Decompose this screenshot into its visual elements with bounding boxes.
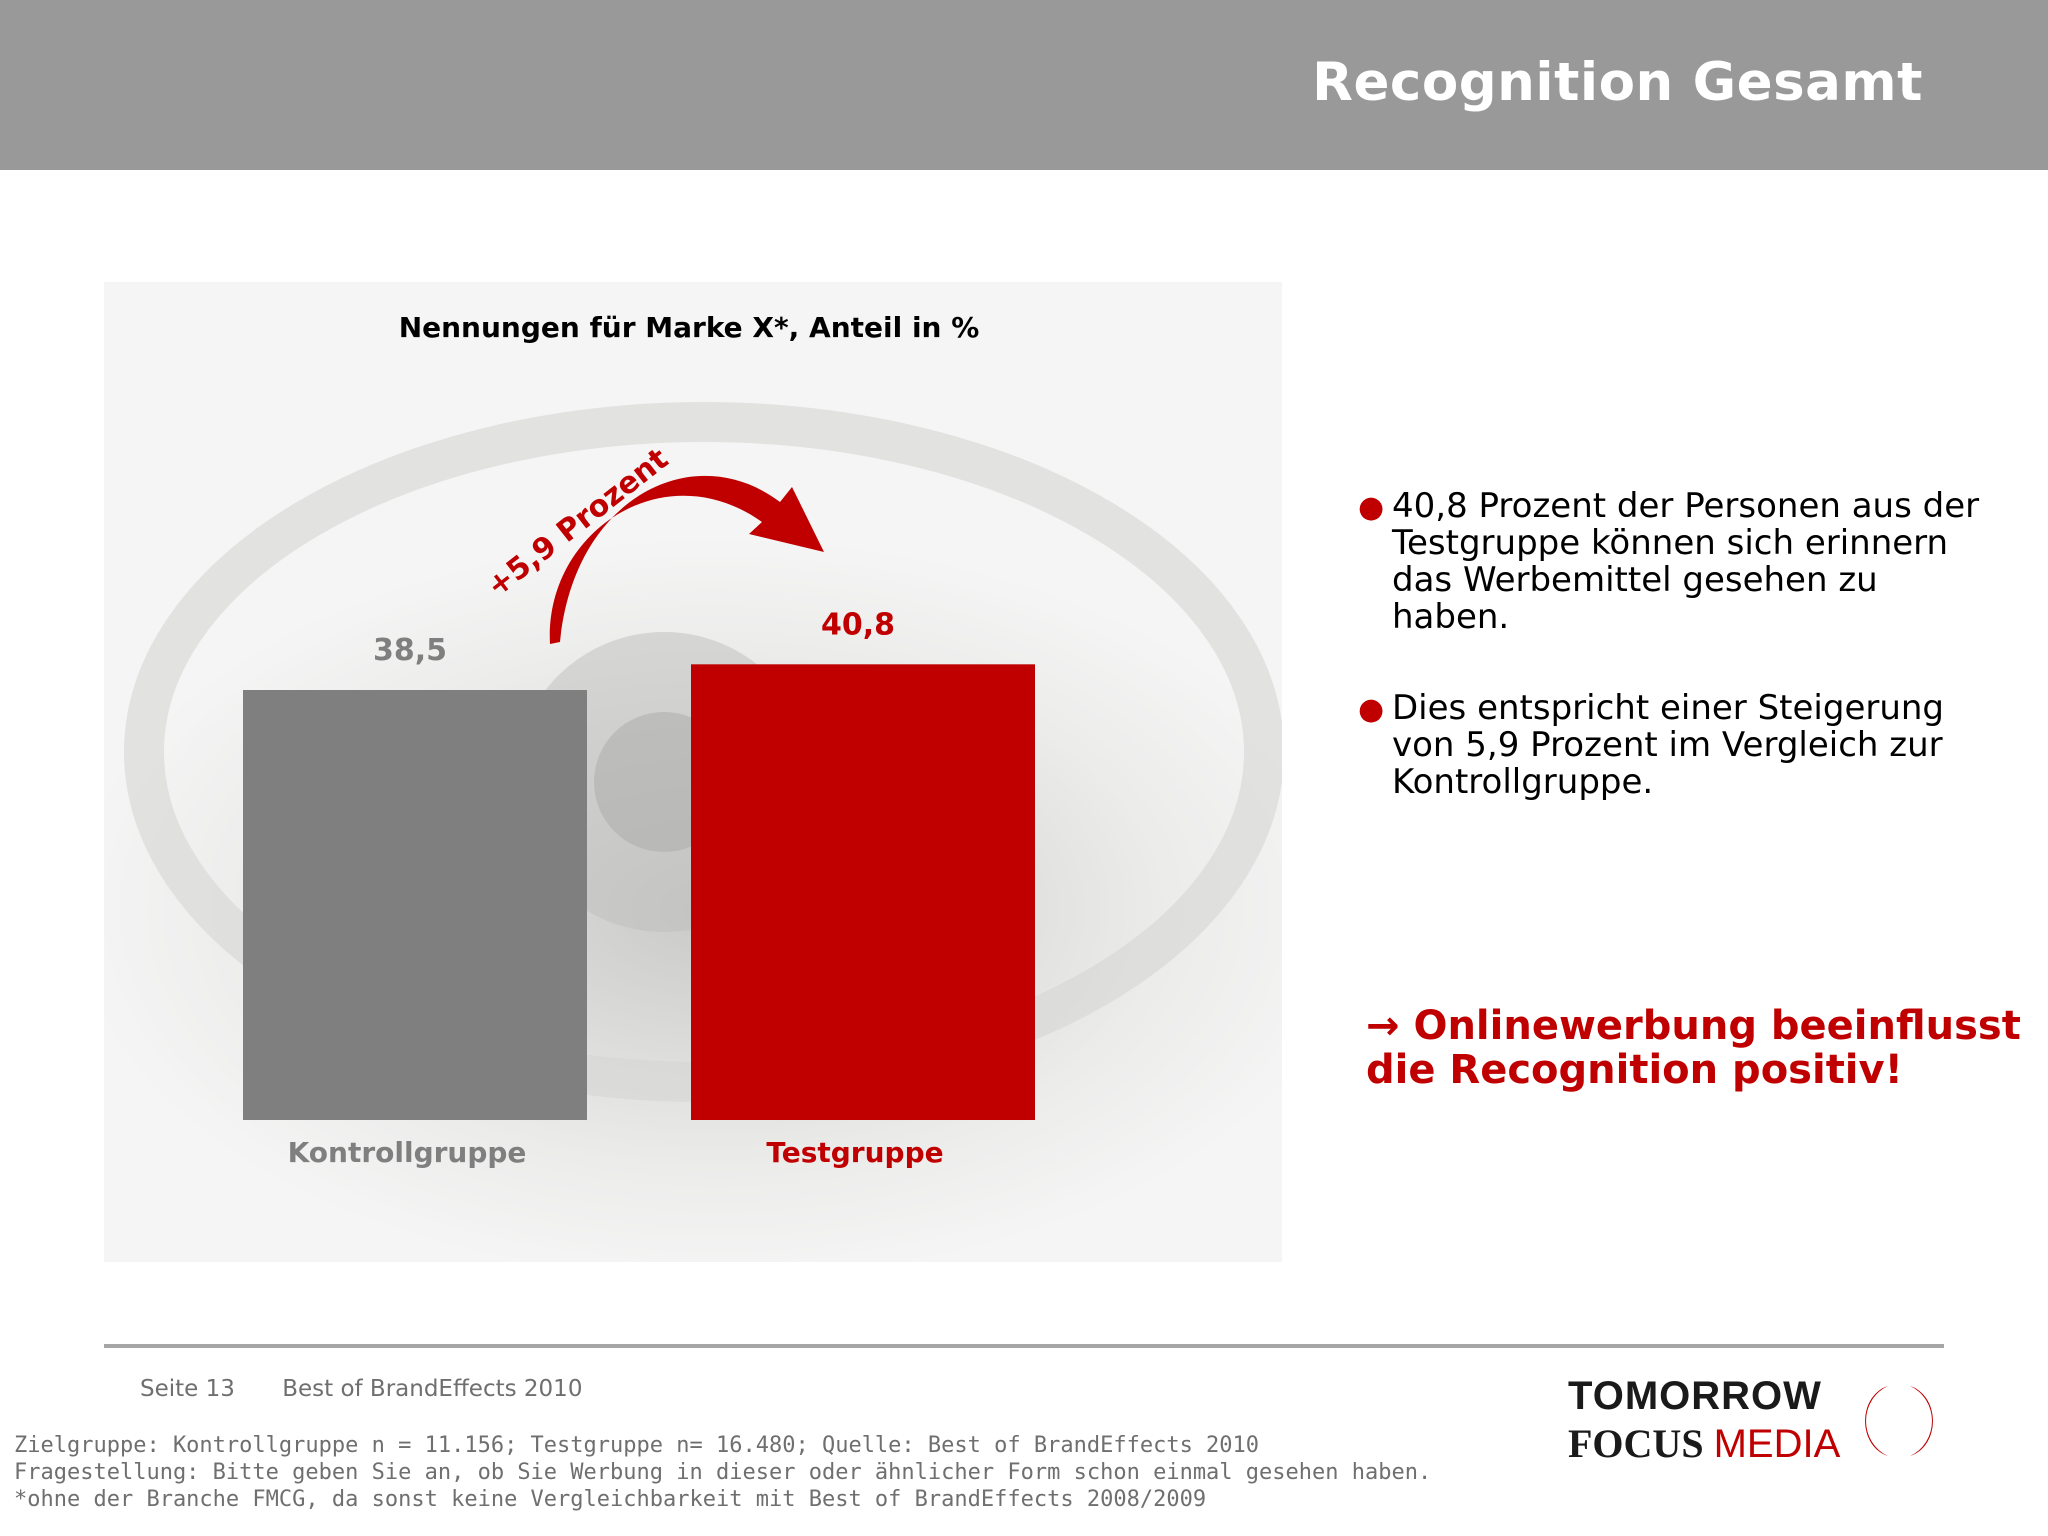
conclusion-text: → Onlinewerbung beeinflusst die Recognition positiv!: [1366, 1003, 2021, 1093]
category-label: Testgruppe: [766, 1136, 944, 1169]
annotation-label: +5,9 Prozent: [480, 441, 675, 605]
chart-panel: [104, 282, 1282, 1262]
bullet-dot-icon: ●: [1358, 692, 1385, 727]
page-info: [140, 1376, 622, 1402]
footer-divider: [104, 1344, 1944, 1348]
logo-bracket-icon: [1858, 1378, 1944, 1464]
bullet-list: [1358, 488, 1998, 855]
bar-kontrollgruppe: [243, 690, 587, 1120]
chart-title: Nennungen für Marke X*, Anteil in %: [398, 311, 980, 344]
bullet-text: Dies entspricht einer Steigerung von 5,9 Prozent im Vergleich zur Kontrollgruppe.: [1392, 688, 1945, 802]
logo-text-media: MEDIA: [1713, 1422, 1841, 1466]
bar-testgruppe: [691, 664, 1035, 1120]
value-label: 40,8: [820, 607, 896, 643]
footnotes: [14, 1432, 1431, 1513]
company-logo: [1568, 1372, 1948, 1472]
value-label: 38,5: [372, 633, 448, 668]
logo-text-focus-media: [1568, 1420, 1840, 1467]
bullet-item: [1358, 488, 1998, 636]
category-label: Kontrollgruppe: [287, 1136, 527, 1169]
footnote-line: Fragestellung: Bitte geben Sie an, ob Sie Werbung in dieser oder ähnlicher Form schon einmal gesehen haben.: [14, 1460, 1432, 1485]
header-bar: [0, 0, 2048, 170]
source-title: Best of BrandEffects 2010: [282, 1376, 583, 1402]
logo-text-focus: FOCUS: [1568, 1421, 1704, 1466]
bar-chart: [104, 282, 1282, 1262]
footnote-line: *ohne der Branche FMCG, da sonst keine Vergleichbarkeit mit Best of BrandEffects 2008/2009: [14, 1487, 1207, 1512]
footnote-line: Zielgruppe: Kontrollgruppe n = 11.156; Testgruppe n= 16.480; Quelle: Best of BrandEffects 2010: [14, 1433, 1260, 1458]
logo-text-tomorrow: TOMORROW: [1568, 1374, 1822, 1418]
bullet-dot-icon: ●: [1358, 490, 1385, 525]
page-title: Recognition Gesamt: [1312, 52, 1923, 113]
bullet-item: [1358, 690, 1998, 801]
bullet-text: 40,8 Prozent der Personen aus der Testgruppe können sich erinnern das Werbemittel gesehen zu haben.: [1392, 486, 1980, 637]
page-number: Seite 13: [140, 1376, 235, 1402]
